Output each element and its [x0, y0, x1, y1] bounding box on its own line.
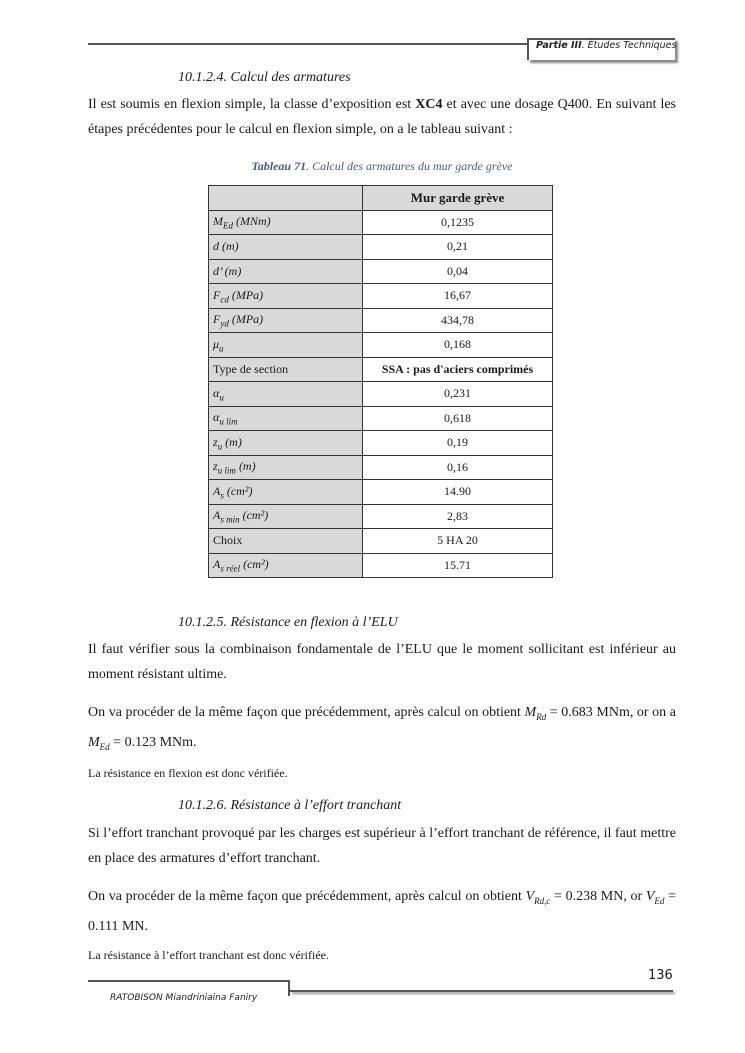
row-label: $M_{Ed}$ (MNm)	[209, 210, 363, 235]
table-row	[209, 235, 553, 260]
row-value: 2,83	[363, 504, 553, 529]
paragraph-tranchant-2: On va procéder de la même façon que précédemment, après calcul on obtient $V_{Rd,c} = 0.238$ MN, or $V_{Ed} = 0.111$ MN.	[88, 889, 676, 934]
table-row	[209, 529, 553, 554]
table-header-empty	[209, 186, 363, 211]
row-label: Type de section	[209, 357, 363, 382]
section-heading-tranchant: 10.1.2.6. Résistance à l’effort tranchant	[178, 798, 402, 813]
footer-rule	[290, 990, 673, 992]
paragraph-intro: Il est soumis en flexion simple, la classe d’exposition est XC4 et avec une dosage Q400. En suivant les étapes précédentes pour le calcul en flexion simple, on a le tableau suivant :	[88, 97, 676, 137]
table-row	[209, 406, 553, 431]
table-row	[209, 553, 553, 578]
row-label: $z_{u lim}$ (m)	[209, 455, 363, 480]
page-number: 136	[648, 968, 673, 983]
row-value: 5 HA 20	[363, 529, 553, 554]
row-value: 14.90	[363, 480, 553, 505]
section-heading-flexion: 10.1.2.5. Résistance en flexion à l’ELU	[178, 615, 398, 630]
table-row	[209, 284, 553, 309]
row-value: 15.71	[363, 553, 553, 578]
row-value: 0,618	[363, 406, 553, 431]
row-value: 0,19	[363, 431, 553, 456]
section-heading-calcul: 10.1.2.4. Calcul des armatures	[178, 70, 351, 85]
table-row	[209, 431, 553, 456]
row-label: $\alpha_u$	[209, 382, 363, 407]
paragraph-flexion-1: Il faut vérifier sous la combinaison fondamentale de l’ELU que le moment sollicitant est inférieur au moment résistant ultime.	[88, 642, 676, 682]
row-value: 0,1235	[363, 210, 553, 235]
row-value: 0,168	[363, 333, 553, 358]
table-header-cell: Mur garde grève	[363, 186, 553, 211]
row-label: d (m)	[209, 235, 363, 260]
table-header-row	[209, 186, 553, 211]
table-row	[209, 357, 553, 382]
paragraph-flexion-2: On va procéder de la même façon que précédemment, après calcul on obtient $M_{Rd} = 0.683$ MNm, or on a $M_{Ed} = 0.123$ MNm.	[88, 705, 676, 752]
table-row	[209, 504, 553, 529]
table-row	[209, 308, 553, 333]
conclusion-tranchant: La résistance à l’effort tranchant est donc vérifiée.	[88, 948, 329, 962]
conclusion-flexion: La résistance en flexion est donc vérifiée.	[88, 766, 288, 780]
running-header: Partie III. Études Techniques	[536, 40, 677, 51]
row-value: 434,78	[363, 308, 553, 333]
table-row	[209, 480, 553, 505]
table-row	[209, 333, 553, 358]
row-label: $\alpha_{u lim}$	[209, 406, 363, 431]
footer-author: RATOBISON Miandriniaina Faniry	[110, 993, 258, 1003]
row-value: SSA : pas d'aciers comprimés	[363, 357, 553, 382]
row-label: $z_u$ (m)	[209, 431, 363, 456]
header-rule	[88, 43, 528, 45]
row-value: 0,21	[363, 235, 553, 260]
row-label: $\mu_u$	[209, 333, 363, 358]
row-value: 0,16	[363, 455, 553, 480]
row-label: $F_{yd}$ (MPa)	[209, 308, 363, 333]
table-caption: Tableau 71. Calcul des armatures du mur garde grève	[251, 159, 513, 173]
table-row	[209, 259, 553, 284]
row-label: Choix	[209, 529, 363, 554]
row-value: 0,04	[363, 259, 553, 284]
table-row	[209, 382, 553, 407]
row-value: 16,67	[363, 284, 553, 309]
reinforcement-table	[208, 185, 553, 578]
table-row	[209, 210, 553, 235]
row-label: $A_{s min}$ (cm²)	[209, 504, 363, 529]
row-label: d’ (m)	[209, 259, 363, 284]
table-row	[209, 455, 553, 480]
paragraph-tranchant-1: Si l’effort tranchant provoqué par les charges est supérieur à l’effort tranchant de référence, il faut mettre en place des armatures d’effort tranchant.	[88, 826, 676, 866]
row-label: $A_{s réel}$ (cm²)	[209, 553, 363, 578]
row-label: $F_{cd}$ (MPa)	[209, 284, 363, 309]
row-value: 0,231	[363, 382, 553, 407]
row-label: $A_s$ (cm²)	[209, 480, 363, 505]
